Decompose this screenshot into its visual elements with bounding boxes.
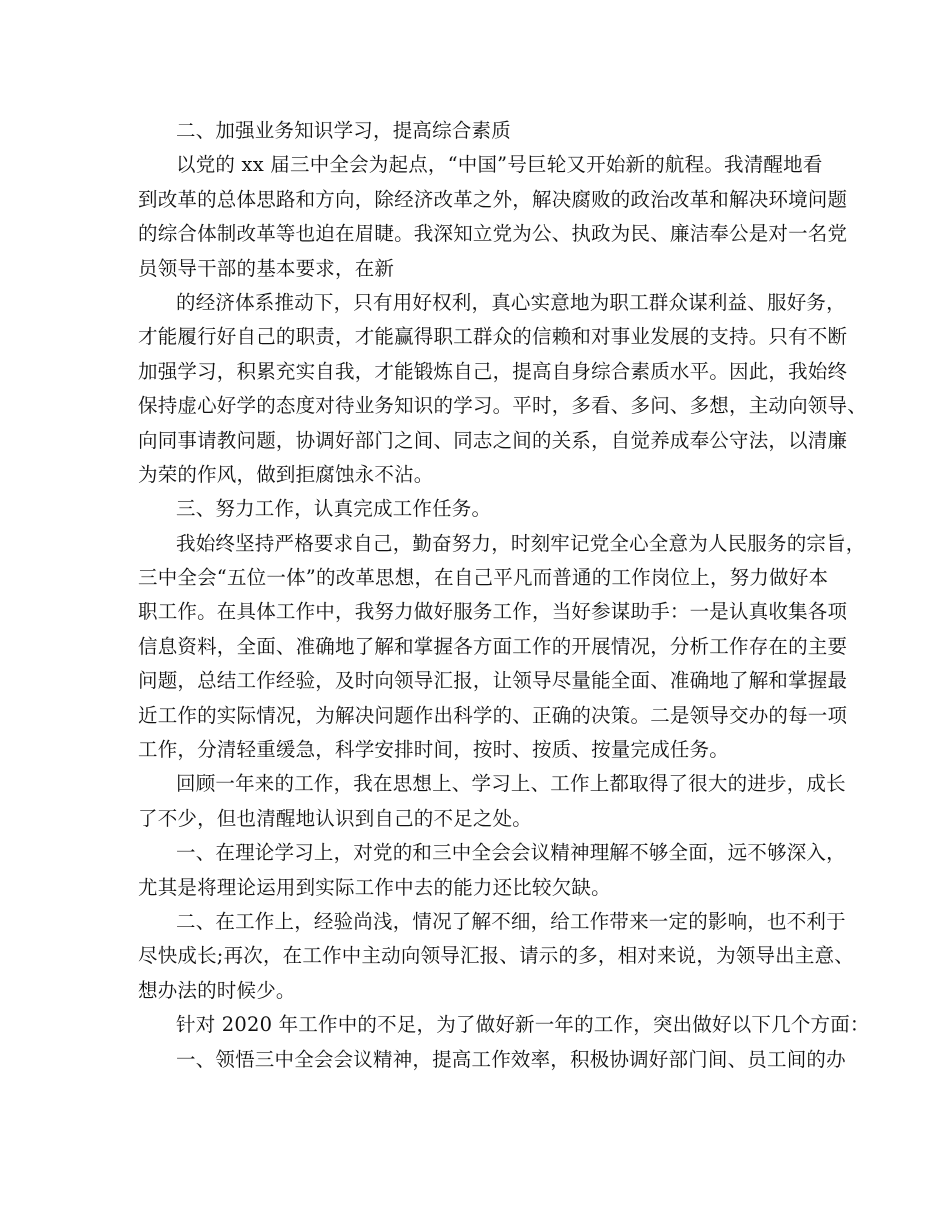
paragraph-line: 想办法的时候少。 [138,978,296,1002]
paragraph-line: 以党的 xx 届三中全会为起点，“中国”号巨轮又开始新的航程。我清醒地看 [176,153,823,177]
paragraph-line: 信息资料，全面、准确地了解和掌握各方面工作的开展情况，分析工作存在的主要 [138,634,848,658]
paragraph-line: 保持虚心好学的态度对待业务知识的学习。平时，多看、多问、多想，主动向领导、 [138,394,867,418]
paragraph-line: 针对 2020 年工作中的不足，为了做好新一年的工作，突出做好以下几个方面： [176,1013,870,1037]
paragraph-line: 问题，总结工作经验，及时向领导汇报，让领导尽量能全面、准确地了解和掌握最 [138,669,848,693]
paragraph-line: 的经济体系推动下，只有用好权利，真心实意地为职工群众谋利益、服好务， [176,290,846,314]
paragraph-line: 员领导干部的基本要求，在新 [138,256,395,280]
paragraph-line: 向同事请教问题，协调好部门之间、同志之间的关系，自觉养成奉公守法，以清廉 [138,428,848,452]
paragraph-line: 二、在工作上，经验尚浅，情况了解不细，给工作带来一定的影响，也不利于 [176,909,846,933]
paragraph-line: 加强学习，积累充实自我，才能锻炼自己，提高自身综合素质水平。因此，我始终 [138,359,848,383]
section-heading-2: 二、加强业务知识学习，提高综合素质 [176,119,511,142]
paragraph-line: 到改革的总体思路和方向，除经济改革之外，解决腐败的政治改革和解决环境问题 [138,187,848,211]
paragraph-line: 工作，分清轻重缓急，科学安排时间，按时、按质、按量完成任务。 [138,738,730,762]
paragraph-line: 回顾一年来的工作，我在思想上、学习上、工作上都取得了很大的进步，成长 [176,772,846,796]
paragraph-line: 近工作的实际情况，为解决问题作出科学的、正确的决策。二是领导交办的每一项 [138,703,848,727]
paragraph-line: 一、在理论学习上，对党的和三中全会会议精神理解不够全面，远不够深入， [176,841,846,865]
paragraph-line: 三中全会“五位一体”的改革思想，在自己平凡而普通的工作岗位上，努力做好本 [138,566,829,590]
paragraph-line: 一、领悟三中全会会议精神，提高工作效率，积极协调好部门间、员工间的办 [176,1047,846,1071]
document-body [138,114,870,1077]
paragraph-line: 的综合体制改革等也迫在眉睫。我深知立党为公、执政为民、廉洁奉公是对一名党 [138,222,848,246]
paragraph-line: 为荣的作风，做到拒腐蚀永不沾。 [138,462,434,486]
paragraph-line: 职工作。在具体工作中，我努力做好服务工作，当好参谋助手：一是认真收集各项 [138,600,848,624]
paragraph-line: 了不少，但也清醒地认识到自己的不足之处。 [138,806,533,830]
paragraph-line: 尤其是将理论运用到实际工作中去的能力还比较欠缺。 [138,875,611,899]
paragraph-line: 才能履行好自己的职责，才能赢得职工群众的信赖和对事业发展的支持。只有不断 [138,325,848,349]
paragraph-line: 我始终坚持严格要求自己，勤奋努力，时刻牢记党全心全意为人民服务的宗旨， [176,531,866,555]
section-heading-3: 三、努力工作，认真完成工作任务。 [176,497,492,521]
paragraph-line: 尽快成长;再次，在工作中主动向领导汇报、请示的多，相对来说，为领导出主意、 [138,944,854,968]
